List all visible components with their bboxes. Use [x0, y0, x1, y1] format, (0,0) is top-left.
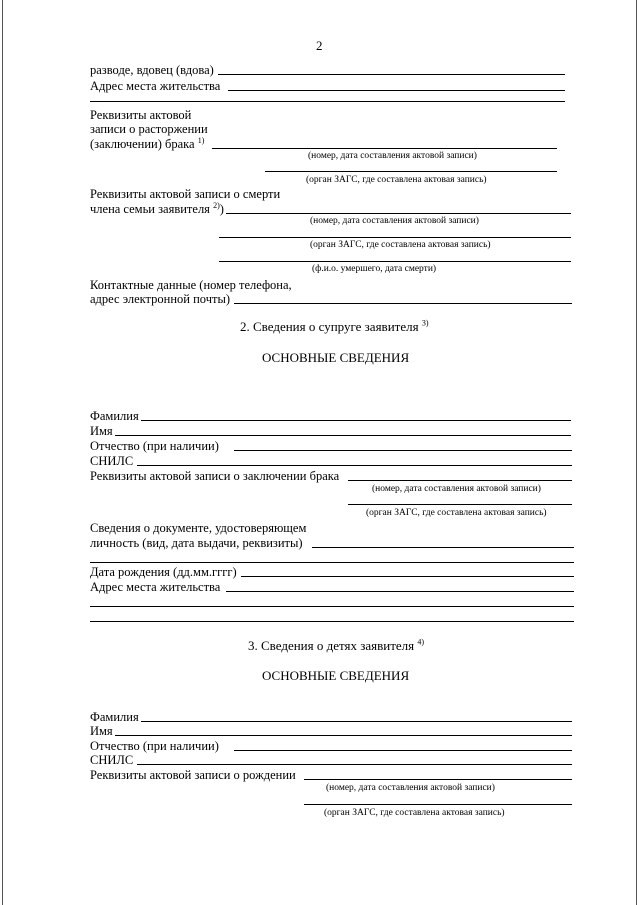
hint-spouse-number-date: (номер, дата составления актовой записи) [372, 484, 541, 494]
field-spouse-snils[interactable] [137, 465, 572, 466]
label-spouse-id-doc-1: Сведения о документе, удостоверяющем [90, 521, 307, 535]
footnote-1: 1) [197, 135, 205, 145]
field-child-name[interactable] [115, 735, 572, 736]
hint-child-number-date: (номер, дата составления актовой записи) [326, 783, 495, 793]
field-child-patronymic[interactable] [234, 750, 572, 751]
field-divorce-record-registry[interactable] [265, 171, 557, 172]
spouse-subheading: ОСНОВНЫЕ СВЕДЕНИЯ [262, 350, 410, 365]
hint-registry-2: (орган ЗАГС, где составлена актовая запись) [310, 240, 491, 250]
children-subheading: ОСНОВНЫЕ СВЕДЕНИЯ [262, 668, 410, 683]
page-number: 2 [316, 38, 323, 53]
field-contacts[interactable] [234, 303, 572, 304]
hint-registry-1: (орган ЗАГС, где составлена актовая запись) [306, 175, 487, 185]
label-contacts-1: Контактные данные (номер телефона, [90, 278, 292, 292]
field-spouse-name[interactable] [115, 435, 571, 436]
field-death-record-number[interactable] [226, 213, 571, 214]
hint-number-date-2: (номер, дата составления актовой записи) [310, 216, 479, 226]
label-spouse-patronymic: Отчество (при наличии) [90, 439, 219, 453]
field-deceased[interactable] [219, 261, 571, 262]
page-right-edge [636, 0, 637, 905]
field-child-surname[interactable] [141, 721, 572, 722]
label-contacts-2: адрес электронной почты) [90, 292, 231, 306]
field-spouse-residence-2[interactable] [90, 606, 574, 607]
field-divorced-widower[interactable] [218, 74, 565, 75]
label-child-name: Имя [90, 724, 113, 738]
children-section-heading: 3. Сведения о детях заявителя $^{4)}$ [248, 637, 425, 653]
label-child-snils: СНИЛС [90, 753, 134, 767]
label-spouse-id-doc-2: личность (вид, дата выдачи, реквизиты) [90, 536, 303, 550]
field-spouse-birth-date[interactable] [241, 576, 574, 577]
label-divorce-record-2: записи о расторжении [90, 122, 208, 136]
label-spouse-surname: Фамилия [90, 409, 139, 423]
label-spouse-snils: СНИЛС [90, 454, 134, 468]
footnote-4: 4) [417, 637, 425, 647]
label-divorce-record-1: Реквизиты актовой [90, 108, 192, 122]
hint-spouse-registry: (орган ЗАГС, где составлена актовая запись) [366, 508, 547, 518]
spouse-section-heading: 2. Сведения о супруге заявителя $^{3)}$ [240, 318, 429, 334]
label-residence-address: Адрес места жительства [90, 79, 221, 93]
field-spouse-marriage-registry[interactable] [348, 504, 572, 505]
field-divorce-record-number[interactable] [212, 148, 557, 149]
hint-child-registry: (орган ЗАГС, где составлена актовая запись) [324, 808, 505, 818]
field-spouse-residence-3[interactable] [90, 621, 574, 622]
field-spouse-id-doc-2[interactable] [90, 562, 574, 563]
label-spouse-residence: Адрес места жительства [90, 580, 221, 594]
footnote-2: 2) [213, 200, 220, 210]
label-divorce-record-3: (заключении) брака $^{1)}$ [90, 135, 205, 151]
label-divorced-widower: разводе, вдовец (вдова) [90, 63, 214, 77]
hint-number-date-1: (номер, дата составления актовой записи) [308, 151, 477, 161]
field-spouse-patronymic[interactable] [234, 450, 572, 451]
hint-deceased: (ф.и.о. умершего, дата смерти) [312, 264, 437, 274]
field-spouse-id-doc[interactable] [312, 547, 574, 548]
field-spouse-residence[interactable] [226, 591, 574, 592]
label-child-surname: Фамилия [90, 710, 139, 724]
field-spouse-surname[interactable] [141, 420, 571, 421]
label-death-record-1: Реквизиты актовой записи о смерти [90, 187, 281, 201]
page-left-edge [2, 0, 3, 905]
field-child-snils[interactable] [137, 764, 572, 765]
footnote-3: 3) [421, 318, 429, 328]
label-child-birth-record: Реквизиты актовой записи о рождении [90, 768, 296, 782]
label-spouse-marriage-record: Реквизиты актовой записи о заключении брака [90, 469, 340, 483]
field-residence-address[interactable] [228, 90, 565, 91]
field-child-birth-registry[interactable] [304, 804, 572, 805]
label-spouse-birth-date: Дата рождения (дд.мм.гггг) [90, 565, 237, 579]
label-spouse-name: Имя [90, 424, 113, 438]
field-death-record-registry[interactable] [219, 237, 571, 238]
field-child-birth-number[interactable] [304, 779, 572, 780]
field-spouse-marriage-number[interactable] [348, 480, 572, 481]
field-residence-address-2[interactable] [90, 101, 565, 102]
label-death-record-2: члена семьи заявителя $^{2)}$) [90, 200, 224, 216]
label-child-patronymic: Отчество (при наличии) [90, 739, 219, 753]
